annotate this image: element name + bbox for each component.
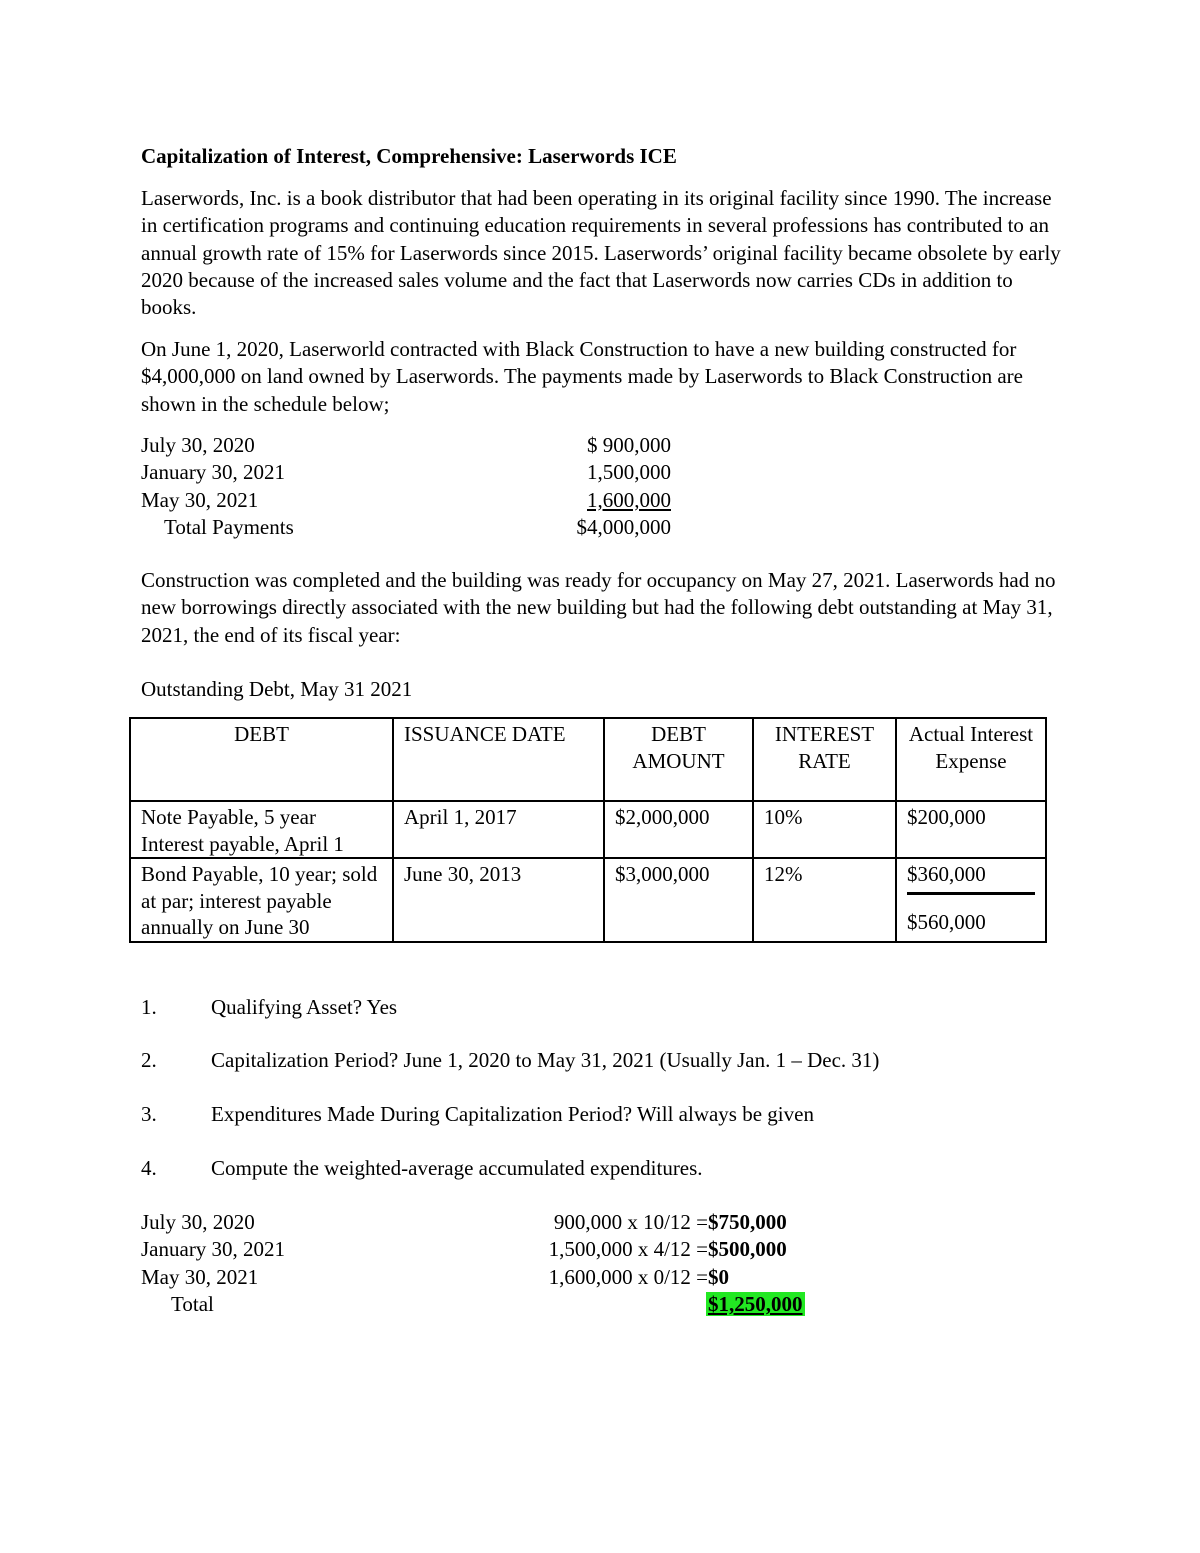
rate-cell: 10% xyxy=(753,801,896,858)
weighted-expression: 900,000 x 10/12 = xyxy=(553,1210,708,1234)
expense-cell: $200,000 xyxy=(896,801,1046,858)
question-text: Compute the weighted-average accumulated expenditures. xyxy=(211,1156,703,1180)
issuance-cell: June 30, 2013 xyxy=(393,858,604,942)
sum-rule xyxy=(907,892,1035,895)
payment-date: May 30, 2021 xyxy=(141,487,259,512)
question-number: 2. xyxy=(141,1048,157,1072)
payment-date: July 30, 2020 xyxy=(141,433,255,457)
header-actual-interest-expense: Actual Interest Expense xyxy=(896,718,1046,801)
weighted-expression: 1,500,000 x 4/12 = xyxy=(548,1237,708,1262)
debt-caption: Outstanding Debt, May 31 2021 xyxy=(141,677,413,701)
question-text: Qualifying Asset? Yes xyxy=(211,995,398,1019)
debt-table-header xyxy=(130,718,1046,801)
highlighted-total: $1,250,000 xyxy=(708,1291,803,1316)
weighted-row xyxy=(141,1236,841,1263)
weighted-expression: 1,600,000 x 0/12 = xyxy=(548,1264,708,1289)
completion-paragraph: Construction was completed and the building was ready for occupancy on May 27, 2021. Laserwords had no new borrowings directly associated with the new building but had the following debt outstanding at May 31, 2021, the end of its fiscal year: xyxy=(141,568,1056,647)
payment-amount: 1,600,000 xyxy=(587,487,671,512)
issuance-cell: April 1, 2017 xyxy=(393,801,604,858)
intro-paragraph: Laserwords, Inc. is a book distributor that had been operating in its original facility since 1990. The increase in certification programs and continuing education requirements in several professions has contributed to an annual growth rate of 15% for Laserwords since 2015. Laserwords’ original facility became obsolete by early 2020 because of the increased sales volume and the fact that Laserwords now carries CDs in addition to books. xyxy=(141,186,1061,320)
expense-total: $560,000 xyxy=(907,909,986,934)
expense-cell xyxy=(896,858,1046,942)
weighted-row xyxy=(141,1209,841,1236)
weighted-row xyxy=(141,1264,841,1291)
amount-cell: $3,000,000 xyxy=(604,858,753,942)
header-issuance-date: ISSUANCE DATE xyxy=(393,718,604,801)
weighted-result: $750,000 xyxy=(708,1210,787,1234)
payment-schedule xyxy=(141,432,701,541)
payment-row xyxy=(141,487,701,514)
payment-amount: $ 900,000 xyxy=(587,433,671,457)
weighted-total-label: Total xyxy=(171,1291,214,1316)
debt-cell: Note Payable, 5 year Interest payable, April 1 xyxy=(130,801,393,858)
question-text: Expenditures Made During Capitalization Period? Will always be given xyxy=(211,1102,814,1126)
weighted-total-row xyxy=(141,1291,841,1318)
amount-cell: $2,000,000 xyxy=(604,801,753,858)
rate-cell: 12% xyxy=(753,858,896,942)
weighted-date: July 30, 2020 xyxy=(141,1210,255,1234)
question-number: 1. xyxy=(141,995,157,1019)
weighted-date: January 30, 2021 xyxy=(141,1237,286,1262)
payment-row xyxy=(141,432,701,459)
debt-cell: Bond Payable, 10 year; sold at par; interest payable annually on June 30 xyxy=(130,858,393,942)
question-text: Capitalization Period? June 1, 2020 to May 31, 2021 (Usually Jan. 1 – Dec. 31) xyxy=(211,1048,880,1072)
weighted-date: May 30, 2021 xyxy=(141,1264,259,1289)
weighted-result: $0 xyxy=(708,1264,729,1289)
table-row xyxy=(130,858,1046,942)
payment-row xyxy=(141,459,701,486)
debt-table xyxy=(129,717,1047,943)
contract-paragraph: On June 1, 2020, Laserworld contracted with Black Construction to have a new building constructed for $4,000,000 on land owned by Laserwords. The payments made by Laserwords to Black Construction are shown in the schedule below; xyxy=(141,337,1023,416)
payment-total-amount: $4,000,000 xyxy=(576,514,671,539)
document-title: Capitalization of Interest, Comprehensive: Laserwords ICE xyxy=(141,144,677,168)
header-interest-rate: INTEREST RATE xyxy=(753,718,896,801)
header-debt-amount: DEBT AMOUNT xyxy=(604,718,753,801)
payment-date: January 30, 2021 xyxy=(141,460,286,485)
payment-total-row xyxy=(141,514,701,541)
weighted-average-schedule xyxy=(141,1209,841,1318)
question-number: 4. xyxy=(141,1156,157,1180)
header-debt: DEBT xyxy=(130,718,393,801)
expense-value: $360,000 xyxy=(907,862,986,886)
weighted-total-result xyxy=(708,1291,805,1318)
question-number: 3. xyxy=(141,1102,157,1126)
payment-total-label: Total Payments xyxy=(164,514,294,539)
payment-amount: 1,500,000 xyxy=(587,460,671,485)
table-row xyxy=(130,801,1046,858)
weighted-result: $500,000 xyxy=(708,1237,787,1262)
